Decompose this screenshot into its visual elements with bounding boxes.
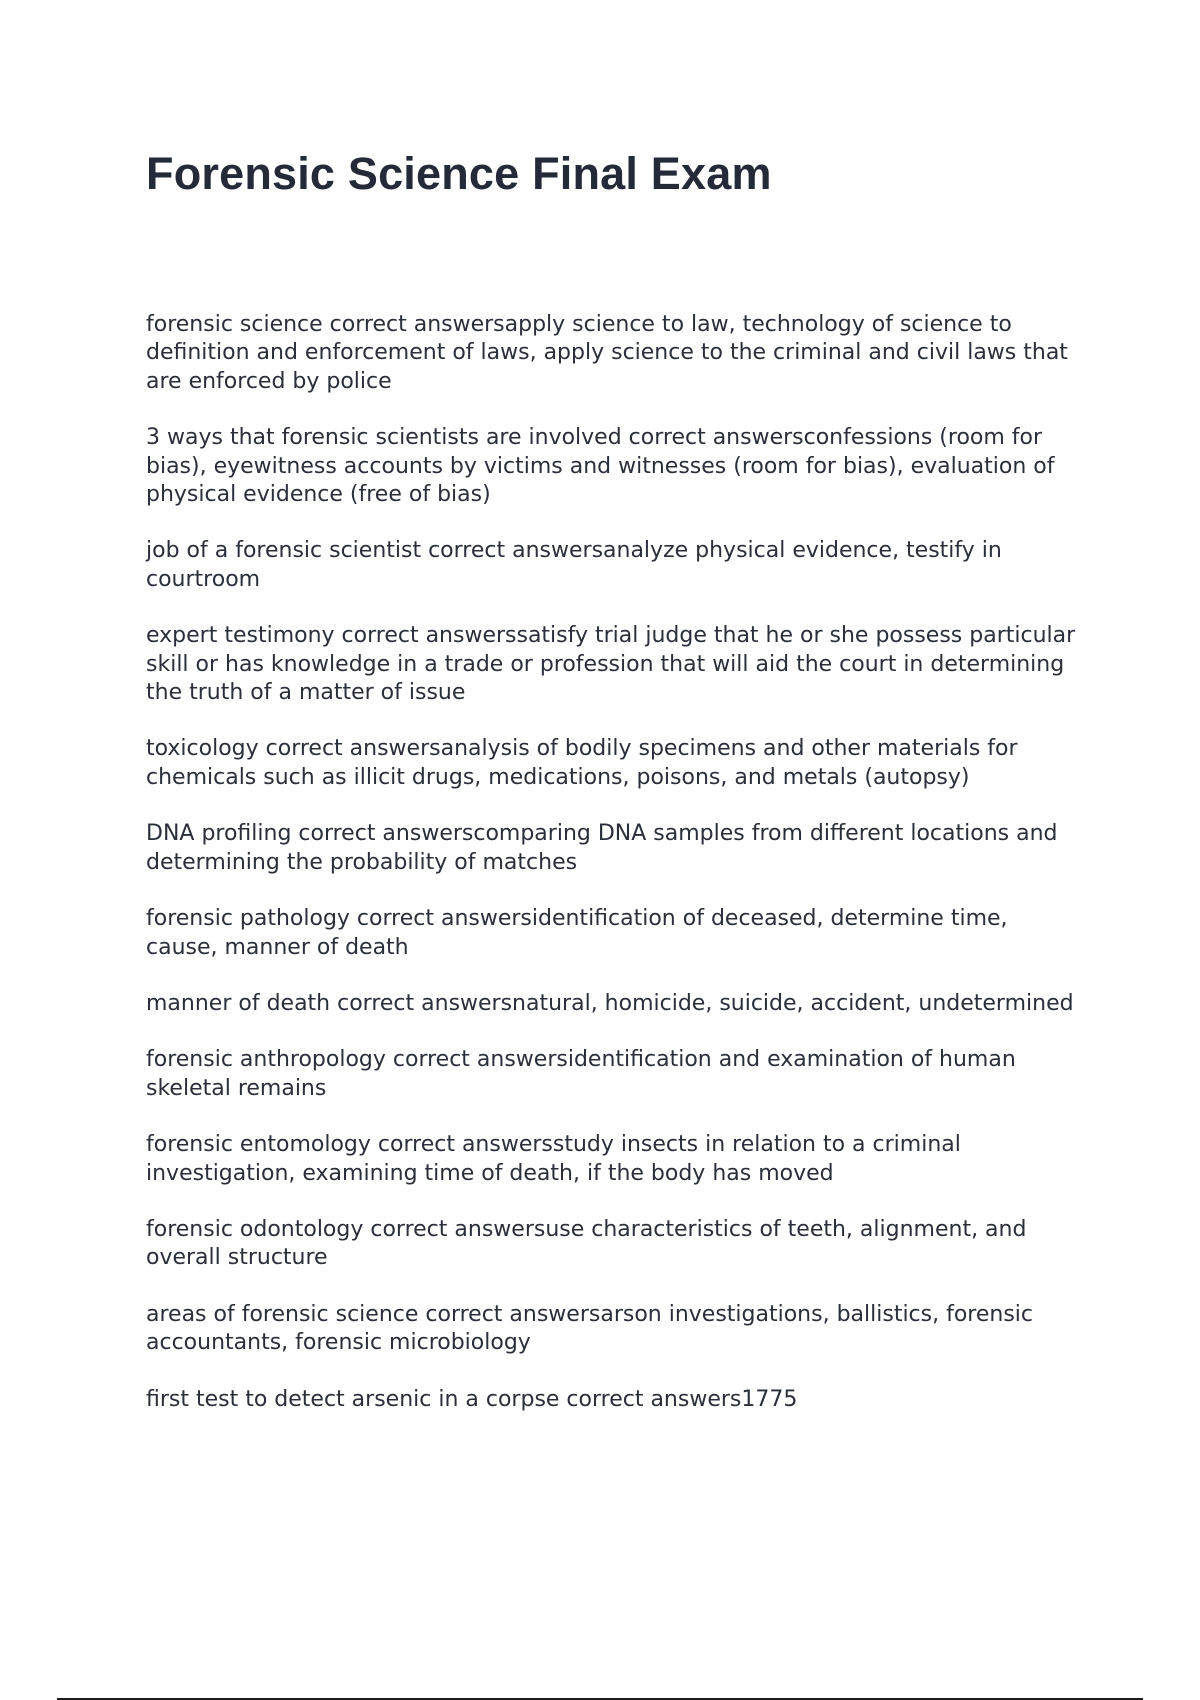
flashcard-entry: expert testimony correct answerssatisfy trial judge that he or she possess particular skill or has knowledge in a trade or profession that will aid the court in determining the truth of a matter of issue [146,623,1076,706]
flashcard-entry: manner of death correct answersnatural, homicide, suicide, accident, undetermined [146,990,1074,1016]
flashcard-list [146,311,1076,1442]
flashcard-entry: forensic pathology correct answersidentification of deceased, determine time, cause, manner of death [146,906,1008,960]
flashcard-entry: DNA profiling correct answerscomparing DNA samples from different locations and determining the probability of matches [146,821,1058,875]
flashcard-entry: first test to detect arsenic in a corpse correct answers1775 [146,1386,798,1412]
flashcard-entry: forensic science correct answersapply science to law, technology of science to definition and enforcement of laws, apply science to the criminal and civil laws that are enforced by police [146,312,1068,394]
flashcard-entry: toxicology correct answersanalysis of bodily specimens and other materials for chemicals such as illicit drugs, medications, poisons, and metals (autopsy) [146,736,1018,790]
page-title: Forensic Science Final Exam [146,148,772,199]
flashcard-entry: areas of forensic science correct answersarson investigations, ballistics, forensic accountants, forensic microbiology [146,1301,1034,1356]
flashcard-entry: 3 ways that forensic scientists are involved correct answersconfessions (room for bias), eyewitness accounts by victims and witnesses (room for bias), evaluation of physical evidence (free of bias) [146,425,1055,508]
flashcard-entry: forensic odontology correct answersuse characteristics of teeth, alignment, and overall structure [146,1216,1027,1271]
flashcard-entry: job of a forensic scientist correct answersanalyze physical evidence, testify in courtroom [146,538,1002,592]
flashcard-entry: forensic entomology correct answersstudy insects in relation to a criminal investigation, examining time of death, if the body has moved [146,1132,961,1186]
flashcard-entry: forensic anthropology correct answersidentification and examination of human skeletal remains [146,1047,1016,1101]
